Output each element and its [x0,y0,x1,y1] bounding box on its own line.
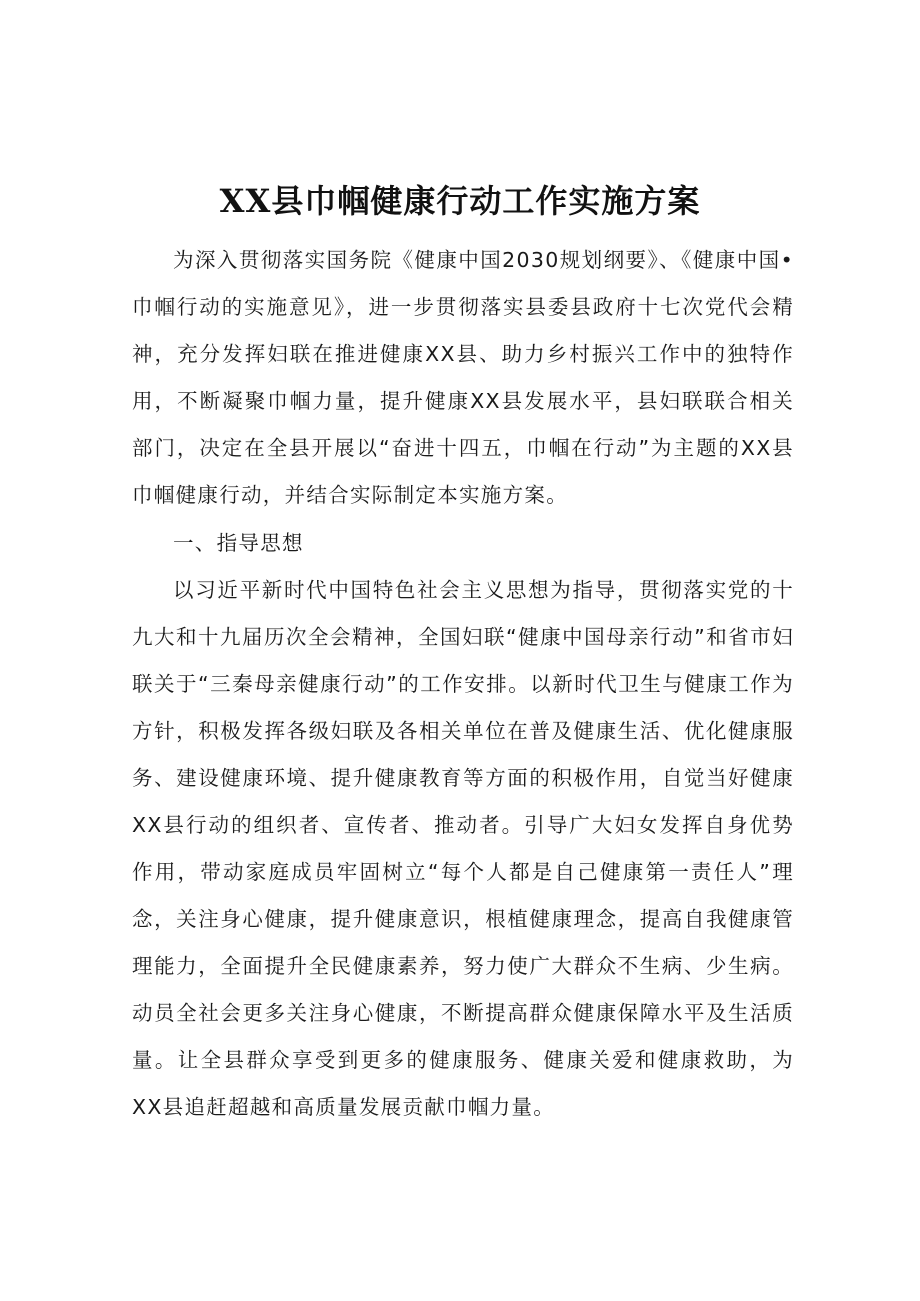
intro-paragraph: 为深入贯彻落实国务院《健康中国2030规划纲要》、《健康中国•巾帼行动的实施意见》，进一步贯彻落实县委县政府十七次党代会精神，充分发挥妇联在推进健康XX县、助力乡村振兴工作中的独特作用，不断凝聚巾帼力量，提升健康XX县发展水平，县妇联联合相关部门，决定在全县开展以“奋进十四五，巾帼在行动”为主题的XX县巾帼健康行动，并结合实际制定本实施方案。 [132,248,794,507]
section-heading-guiding-ideology: 一、指导思想 [173,531,304,555]
section-paragraph-guiding-ideology: 以习近平新时代中国特色社会主义思想为指导，贯彻落实党的十九大和十九届历次全会精神，全国妇联“健康中国母亲行动”和省市妇联关于“三秦母亲健康行动”的工作安排。以新时代卫生与健康工作为方针，积极发挥各级妇联及各相关单位在普及健康生活、优化健康服务、建设健康环境、提升健康教育等方面的积极作用，自觉当好健康XX县行动的组织者、宣传者、推动者。引导广大妇女发挥自身优势作用，带动家庭成员牢固树立“每个人都是自己健康第一责任人”理念，关注身心健康，提升健康意识，根植健康理念，提高自我健康管理能力，全面提升全民健康素养，努力使广大群众不生病、少生病。动员全社会更多关注身心健康，不断提高群众健康保障水平及生活质量。让全县群众享受到更多的健康服务、健康关爱和健康救助，为XX县追赶超越和高质量发展贡献巾帼力量。 [132,578,794,1119]
document-title: XX县巾帼健康行动工作实施方案 [219,182,701,220]
